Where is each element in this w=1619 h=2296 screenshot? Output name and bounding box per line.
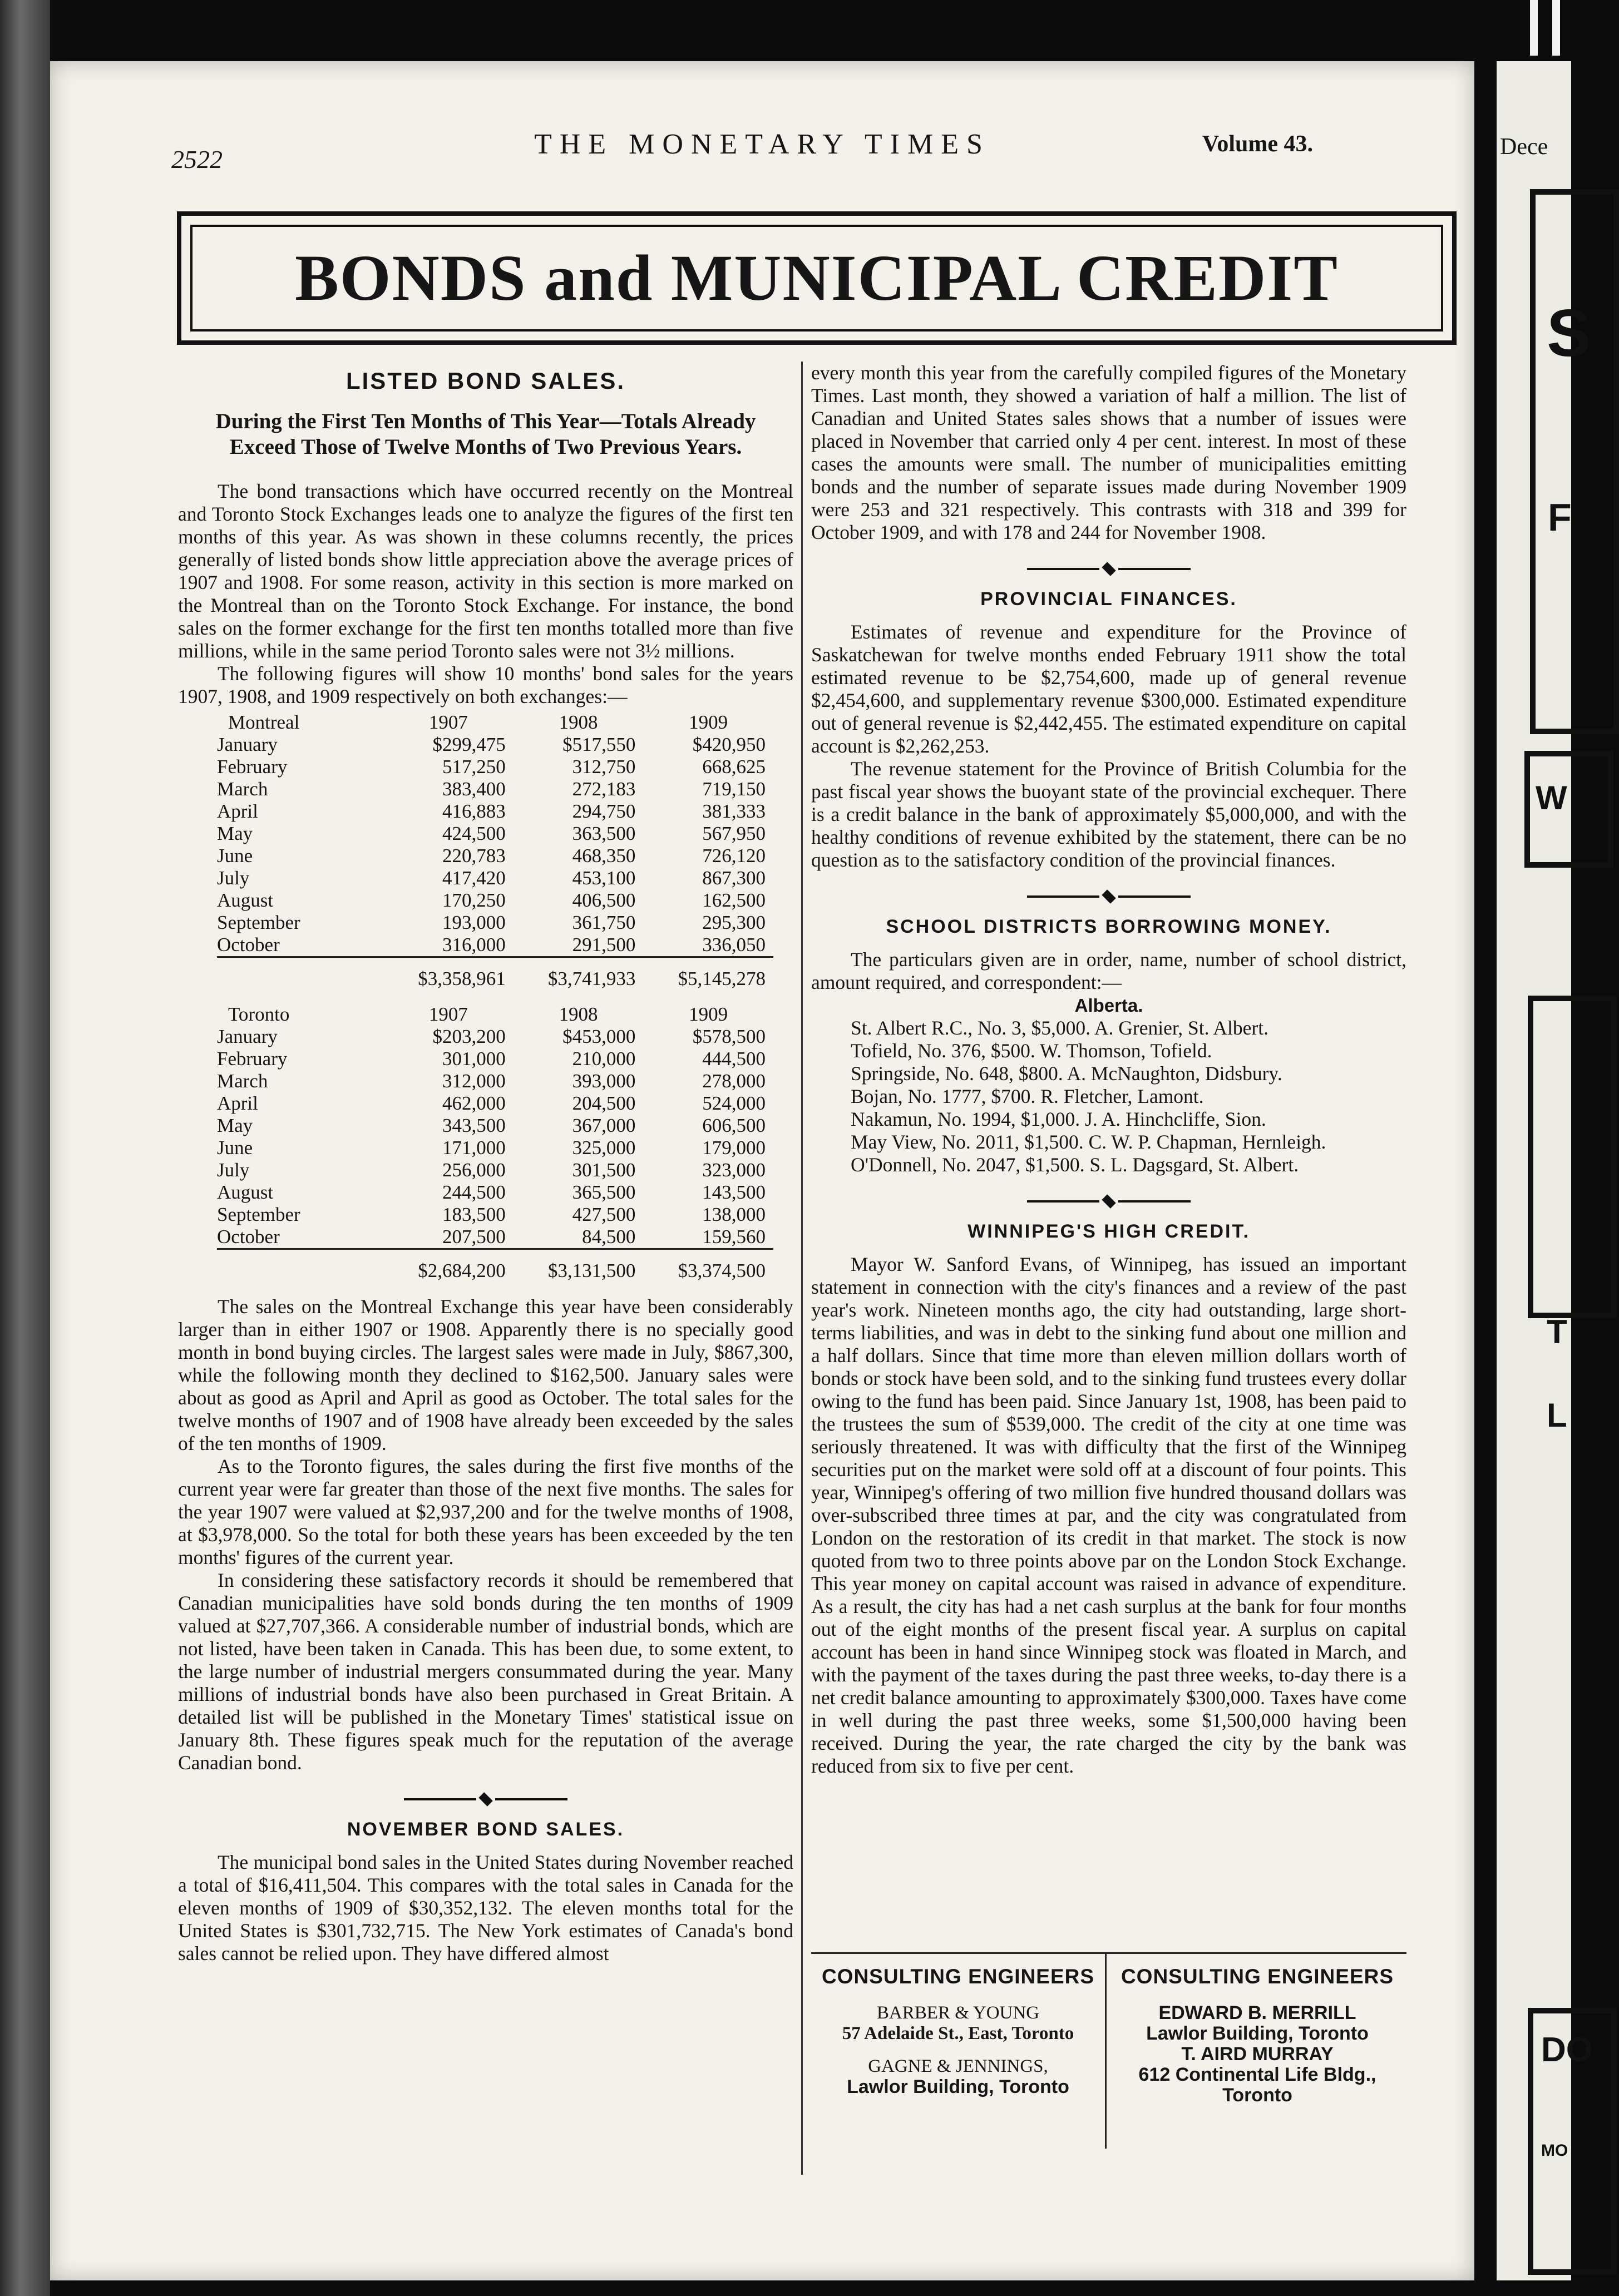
publication-title: THE MONETARY TIMES bbox=[534, 128, 990, 160]
scan-edge-bar bbox=[1530, 0, 1538, 56]
article-paragraph: Mayor W. Sanford Evans, of Winnipeg, has issued an important statement in connection with the city's finances and a review of the past year's work. Nineteen months ago, the city had outstanding, large short-terms liabilities, and was in debt to the sinking fund about one million and a half dollars. Since that time more than eleven million dollars worth of bonds or stock have been sold, and to the sinking fund trustees every dollar owing to the fund has been paid. Since January 1st, 1908, has been paid to the trustees the sum of $539,000. The credit of the city at one time was seriously threatened. It was with difficulty that the first of the Winnipeg securities put on the market were sold off at a discount of four points. This year, Winnipeg's offering of two million five hundred thousand dollars was over-subscribed three times at par, and the city was congratulated from London on the restoration of its credit in that market. The stock is now quoted from two to three points above par on the London Stock Exchange. This year money on capital account was raised in advance of expenditure. As a result, the city has had a net cash surplus at the bank for four months out of the eight months of the present fiscal year. A surplus on capital account has been in hand since Winnipeg stock was floated in March, and with the payment of the taxes during the past three weeks, to-day there is a net credit balance amounting to approximately $300,000. Taxes have come in well during the past three weeks, some $1,500,000 having been received. During the year, the rate charged the city by the bank was reduced from six to five per cent. bbox=[811, 1253, 1406, 1777]
value-cell: $420,950 bbox=[692, 734, 766, 755]
montreal-bond-table bbox=[217, 711, 773, 1000]
value-cell: 719,150 bbox=[702, 778, 766, 800]
article-paragraph: In considering these satisfactory records it should be remembered that Canadian municipalities have sold bonds during the ten months of 1909 valued at $27,707,366. A considerable number of industrial bonds, which are not listed, have been taken in Canada. This has been due, to some extent, to the large number of industrial mergers consummated during the year. Many millions of industrial bonds have also been purchased in Great Britain. A detailed list will be published in the Monetary Times' statistical issue on January 8th. These figures speak much for the reputation of the average Canadian bond. bbox=[178, 1569, 793, 1774]
value-cell: 138,000 bbox=[702, 1204, 766, 1225]
table-row bbox=[217, 912, 773, 934]
value-cell: 417,420 bbox=[442, 867, 506, 889]
right-column bbox=[811, 362, 1406, 2196]
month-cell: March bbox=[217, 778, 268, 800]
ad-address: 612 Continental Life Bldg., bbox=[1138, 2064, 1376, 2085]
facing-letter: F bbox=[1548, 496, 1572, 539]
month-cell: April bbox=[217, 800, 258, 822]
value-cell: 179,000 bbox=[702, 1137, 766, 1159]
scan-edge-bar bbox=[1552, 0, 1560, 56]
value-cell: 383,400 bbox=[442, 778, 506, 800]
value-cell: 193,000 bbox=[442, 912, 506, 933]
month-cell: September bbox=[217, 912, 300, 933]
value-cell: 427,500 bbox=[572, 1204, 636, 1225]
value-cell: 361,750 bbox=[572, 912, 636, 933]
section-ornament bbox=[811, 1189, 1406, 1211]
ad-consulting-engineers-right bbox=[1108, 1954, 1406, 2149]
facing-letter: T bbox=[1547, 1313, 1567, 1350]
month-cell: July bbox=[217, 867, 250, 889]
facing-ad-box bbox=[1530, 189, 1619, 734]
value-cell: 272,183 bbox=[572, 778, 636, 800]
left-column bbox=[178, 362, 793, 2196]
article-paragraph: The sales on the Montreal Exchange this year have been considerably larger than in either 1907 or 1908. Apparently there is no specially good month in bond buying circles. The largest sales were made in July, $867,300, while the following month they declined to $162,500. January sales were about as good as April and April as good as October. The total sales for the twelve months of 1907 and of 1908 have already been exceeded by the sales of the ten months of 1909. bbox=[178, 1295, 793, 1454]
list-item: O'Donnell, No. 2047, $1,500. S. L. Dagsgard, St. Albert. bbox=[851, 1154, 1299, 1176]
value-cell: 726,120 bbox=[702, 845, 766, 867]
list-item: St. Albert R.C., No. 3, $5,000. A. Grenier, St. Albert. bbox=[851, 1017, 1268, 1039]
facing-letter: W bbox=[1536, 779, 1567, 817]
total-cell: $3,131,500 bbox=[514, 1249, 644, 1283]
ad-address: Lawlor Building, Toronto bbox=[847, 2076, 1069, 2097]
month-cell: October bbox=[217, 934, 280, 956]
value-cell: 393,000 bbox=[572, 1070, 636, 1092]
value-cell: $517,550 bbox=[562, 734, 636, 755]
value-cell: 207,500 bbox=[442, 1226, 506, 1248]
value-cell: 171,000 bbox=[442, 1137, 506, 1159]
value-cell: 220,783 bbox=[442, 845, 506, 867]
value-cell: 183,500 bbox=[442, 1204, 506, 1225]
table-row bbox=[217, 1115, 773, 1137]
value-cell: 517,250 bbox=[442, 756, 506, 778]
table-city-header: Montreal bbox=[228, 711, 300, 733]
table-row bbox=[217, 845, 773, 867]
table-row bbox=[217, 1026, 773, 1048]
article-paragraph: The municipal bond sales in the United States during November reached a total of $16,411,504. This compares with the total sales in Canada for the eleven months of 1909 of $30,352,132. The eleven months total for the United States is $301,732,715. The New York estimates of Canada's bond sales cannot be relied upon. They have differed almost bbox=[178, 1851, 793, 1965]
month-cell: May bbox=[217, 1115, 253, 1136]
listed-bond-sales-title: LISTED BOND SALES. bbox=[345, 368, 626, 394]
value-cell: 301,000 bbox=[442, 1048, 506, 1070]
value-cell: 312,750 bbox=[572, 756, 636, 778]
listed-subhead: During the First Ten Months of This Year—Totals Already Exceed Those of Twelve Months of Two Previous Years. bbox=[215, 409, 756, 459]
provincial-finances-title: PROVINCIAL FINANCES. bbox=[980, 588, 1237, 610]
value-cell: 668,625 bbox=[702, 756, 766, 778]
ad-firm: BARBER & YOUNG bbox=[876, 2003, 1040, 2023]
value-cell: 381,333 bbox=[702, 800, 766, 822]
value-cell: 468,350 bbox=[572, 845, 636, 867]
banner-title: BONDS and MUNICIPAL CREDIT bbox=[295, 241, 1339, 314]
table-row bbox=[217, 1159, 773, 1181]
ad-firm: T. AIRD MURRAY bbox=[1181, 2043, 1334, 2065]
value-cell: 84,500 bbox=[582, 1226, 636, 1248]
value-cell: 524,000 bbox=[702, 1092, 766, 1114]
year-header: 1908 bbox=[559, 711, 598, 733]
table-row bbox=[217, 867, 773, 889]
value-cell: $299,475 bbox=[432, 734, 506, 755]
value-cell: $453,000 bbox=[562, 1026, 636, 1047]
month-cell: June bbox=[217, 845, 253, 867]
month-cell: June bbox=[217, 1137, 253, 1159]
winnipeg-credit-title: WINNIPEG'S HIGH CREDIT. bbox=[968, 1221, 1250, 1242]
table-row bbox=[217, 1048, 773, 1070]
list-item: Bojan, No. 1777, $700. R. Fletcher, Lamont. bbox=[851, 1085, 1204, 1107]
year-header: 1907 bbox=[428, 1003, 468, 1025]
value-cell: 312,000 bbox=[442, 1070, 506, 1092]
table-row bbox=[217, 1204, 773, 1226]
section-ornament bbox=[811, 556, 1406, 579]
month-cell: March bbox=[217, 1070, 268, 1092]
ad-firm: EDWARD B. MERRILL bbox=[1158, 2002, 1356, 2023]
article-paragraph: Estimates of revenue and expenditure for the Province of Saskatchewan for twelve months ended February 1911 show the total estimated revenue to be $2,754,600, made up of general revenue $2,454,600, and supplementary revenue $300,000. Estimated expenditure out of general revenue is $2,442,455. The estimated expenditure on capital account is $2,262,253. bbox=[811, 621, 1406, 757]
month-cell: August bbox=[217, 1181, 274, 1203]
total-cell: $3,358,961 bbox=[383, 957, 514, 991]
page-number: 2522 bbox=[171, 145, 223, 174]
table-row bbox=[217, 1070, 773, 1092]
value-cell: 567,950 bbox=[702, 823, 766, 844]
table-row bbox=[217, 734, 773, 756]
facing-page-fragment bbox=[1497, 61, 1593, 2280]
toronto-bond-table bbox=[217, 1003, 773, 1292]
value-cell: 462,000 bbox=[442, 1092, 506, 1114]
value-cell: $203,200 bbox=[432, 1026, 506, 1047]
advertisements bbox=[811, 1952, 1406, 2149]
totals-row bbox=[217, 1249, 773, 1283]
section-banner bbox=[177, 211, 1457, 345]
book-binding bbox=[0, 0, 50, 2296]
facing-letter: MO bbox=[1541, 2141, 1568, 2160]
table-row bbox=[217, 934, 773, 957]
list-item: Nakamun, No. 1994, $1,000. J. A. Hinchcliffe, Sion. bbox=[851, 1108, 1266, 1130]
value-cell: 256,000 bbox=[442, 1159, 506, 1181]
total-cell: $3,741,933 bbox=[514, 957, 644, 991]
value-cell: 291,500 bbox=[572, 934, 636, 956]
month-cell: August bbox=[217, 889, 274, 911]
value-cell: 170,250 bbox=[442, 889, 506, 911]
list-item: May View, No. 2011, $1,500. C. W. P. Chapman, Hernleigh. bbox=[851, 1131, 1326, 1153]
value-cell: 336,050 bbox=[702, 934, 766, 956]
facing-letter: L bbox=[1547, 1397, 1567, 1434]
province-subheading: Alberta. bbox=[1074, 995, 1143, 1016]
school-districts-title: SCHOOL DISTRICTS BORROWING MONEY. bbox=[886, 916, 1332, 937]
column-rule bbox=[801, 362, 803, 2175]
value-cell: 606,500 bbox=[702, 1115, 766, 1136]
total-cell: $5,145,278 bbox=[643, 957, 773, 991]
year-header: 1909 bbox=[689, 1003, 728, 1025]
article-paragraph: The revenue statement for the Province of British Columbia for the past fiscal year shows the buoyant state of the provincial exchequer. There is a credit balance in the bank of approximately $5,000,000, and with the healthy conditions of revenue exhibited by the statement, there can be no question as to the satisfactory condition of the provincial finances. bbox=[811, 758, 1406, 871]
value-cell: 867,300 bbox=[702, 867, 766, 889]
value-cell: 301,500 bbox=[572, 1159, 636, 1181]
month-cell: September bbox=[217, 1204, 300, 1225]
value-cell: 244,500 bbox=[442, 1181, 506, 1203]
list-item: Springside, No. 648, $800. A. McNaughton, Didsbury. bbox=[851, 1062, 1282, 1085]
ad-address: 57 Adelaide St., East, Toronto bbox=[842, 2023, 1074, 2043]
value-cell: 406,500 bbox=[572, 889, 636, 911]
value-cell: $578,500 bbox=[692, 1026, 766, 1047]
value-cell: 159,560 bbox=[702, 1226, 766, 1248]
month-cell: July bbox=[217, 1159, 250, 1181]
facing-letter: DO bbox=[1541, 2031, 1593, 2069]
article-paragraph-continued: every month this year from the carefully compiled figures of the Monetary Times. Last month, they showed a variation of half a million. The list of Canadian and United States sales shows that a number of issues were placed in November that carried only 4 per cent. interest. In most of these cases the amounts were small. The number of municipalities emitting bonds and the number of separate issues made during November 1909 were 253 and 321 respectively. This contrasts with 318 and 399 for October 1909, and with 178 and 244 for November 1908. bbox=[811, 362, 1406, 543]
november-bond-sales-title: NOVEMBER BOND SALES. bbox=[347, 1819, 625, 1840]
table-city-header: Toronto bbox=[228, 1003, 290, 1025]
year-header: 1909 bbox=[689, 711, 728, 733]
article-paragraph: The particulars given are in order, name, number of school district, amount required, and correspondent:— bbox=[811, 948, 1406, 993]
month-cell: January bbox=[217, 1026, 278, 1047]
year-header: 1908 bbox=[559, 1003, 598, 1025]
ad-heading: CONSULTING ENGINEERS bbox=[821, 1965, 1095, 1988]
facing-letter: S bbox=[1547, 296, 1592, 370]
totals-row bbox=[217, 957, 773, 991]
facing-header-fragment: Dece bbox=[1500, 134, 1548, 160]
value-cell: 367,000 bbox=[572, 1115, 636, 1136]
value-cell: 325,000 bbox=[572, 1137, 636, 1159]
ad-consulting-engineers-left bbox=[811, 1954, 1107, 2149]
section-ornament bbox=[811, 884, 1406, 907]
total-cell: $3,374,500 bbox=[643, 1249, 773, 1283]
year-header: 1907 bbox=[428, 711, 468, 733]
table-row bbox=[217, 1092, 773, 1115]
table-row bbox=[217, 1226, 773, 1249]
value-cell: 143,500 bbox=[702, 1181, 766, 1203]
value-cell: 294,750 bbox=[572, 800, 636, 822]
ad-address: Lawlor Building, Toronto bbox=[1146, 2023, 1369, 2044]
table-row bbox=[217, 889, 773, 912]
table-row bbox=[217, 800, 773, 823]
value-cell: 316,000 bbox=[442, 934, 506, 956]
list-item: Tofield, No. 376, $500. W. Thomson, Tofield. bbox=[851, 1040, 1212, 1062]
value-cell: 278,000 bbox=[702, 1070, 766, 1092]
section-ornament bbox=[178, 1787, 793, 1809]
article-paragraph: The following figures will show 10 months' bond sales for the years 1907, 1908, and 1909 respectively on both exchanges:— bbox=[178, 662, 793, 707]
value-cell: 453,100 bbox=[572, 867, 636, 889]
ad-address: Toronto bbox=[1222, 2085, 1292, 2106]
value-cell: 323,000 bbox=[702, 1159, 766, 1181]
month-cell: January bbox=[217, 734, 278, 755]
month-cell: October bbox=[217, 1226, 280, 1248]
article-paragraph: As to the Toronto figures, the sales during the first five months of the current year were far greater than those of the next five months. The sales for the year 1907 were valued at $2,937,200 and for the twelve months of 1908, at $3,978,000. So the total for both these years has been exceeded by the ten months' figures of the current year. bbox=[178, 1455, 793, 1568]
ad-firm: GAGNE & JENNINGS, bbox=[868, 2056, 1048, 2076]
total-cell: $2,684,200 bbox=[383, 1249, 514, 1283]
value-cell: 343,500 bbox=[442, 1115, 506, 1136]
value-cell: 365,500 bbox=[572, 1181, 636, 1203]
volume-label: Volume 43. bbox=[1202, 131, 1313, 157]
value-cell: 295,300 bbox=[702, 912, 766, 933]
value-cell: 424,500 bbox=[442, 823, 506, 844]
table-row bbox=[217, 778, 773, 800]
value-cell: 162,500 bbox=[702, 889, 766, 911]
table-row bbox=[217, 756, 773, 778]
month-cell: February bbox=[217, 756, 288, 778]
value-cell: 210,000 bbox=[572, 1048, 636, 1070]
value-cell: 416,883 bbox=[442, 800, 506, 822]
month-cell: May bbox=[217, 823, 253, 844]
table-row bbox=[217, 823, 773, 845]
value-cell: 363,500 bbox=[572, 823, 636, 844]
article-paragraph: The bond transactions which have occurred recently on the Montreal and Toronto Stock Exchanges leads one to analyze the figures of the first ten months of this year. As was shown in these columns recently, the prices generally of listed bonds show little appreciation above the average prices of 1907 and 1908. For some reason, activity in this section is more marked on the Montreal than on the Toronto Stock Exchange. For instance, the bond sales on the former exchange for the first ten months totalled more than five millions, while in the same period Toronto sales were not 3½ millions. bbox=[178, 480, 793, 662]
facing-ad-box bbox=[1528, 996, 1617, 1318]
table-row bbox=[217, 1181, 773, 1204]
ad-heading: CONSULTING ENGINEERS bbox=[1121, 1965, 1394, 1988]
month-cell: April bbox=[217, 1092, 258, 1114]
value-cell: 444,500 bbox=[702, 1048, 766, 1070]
table-row bbox=[217, 1137, 773, 1159]
value-cell: 204,500 bbox=[572, 1092, 636, 1114]
month-cell: February bbox=[217, 1048, 288, 1070]
